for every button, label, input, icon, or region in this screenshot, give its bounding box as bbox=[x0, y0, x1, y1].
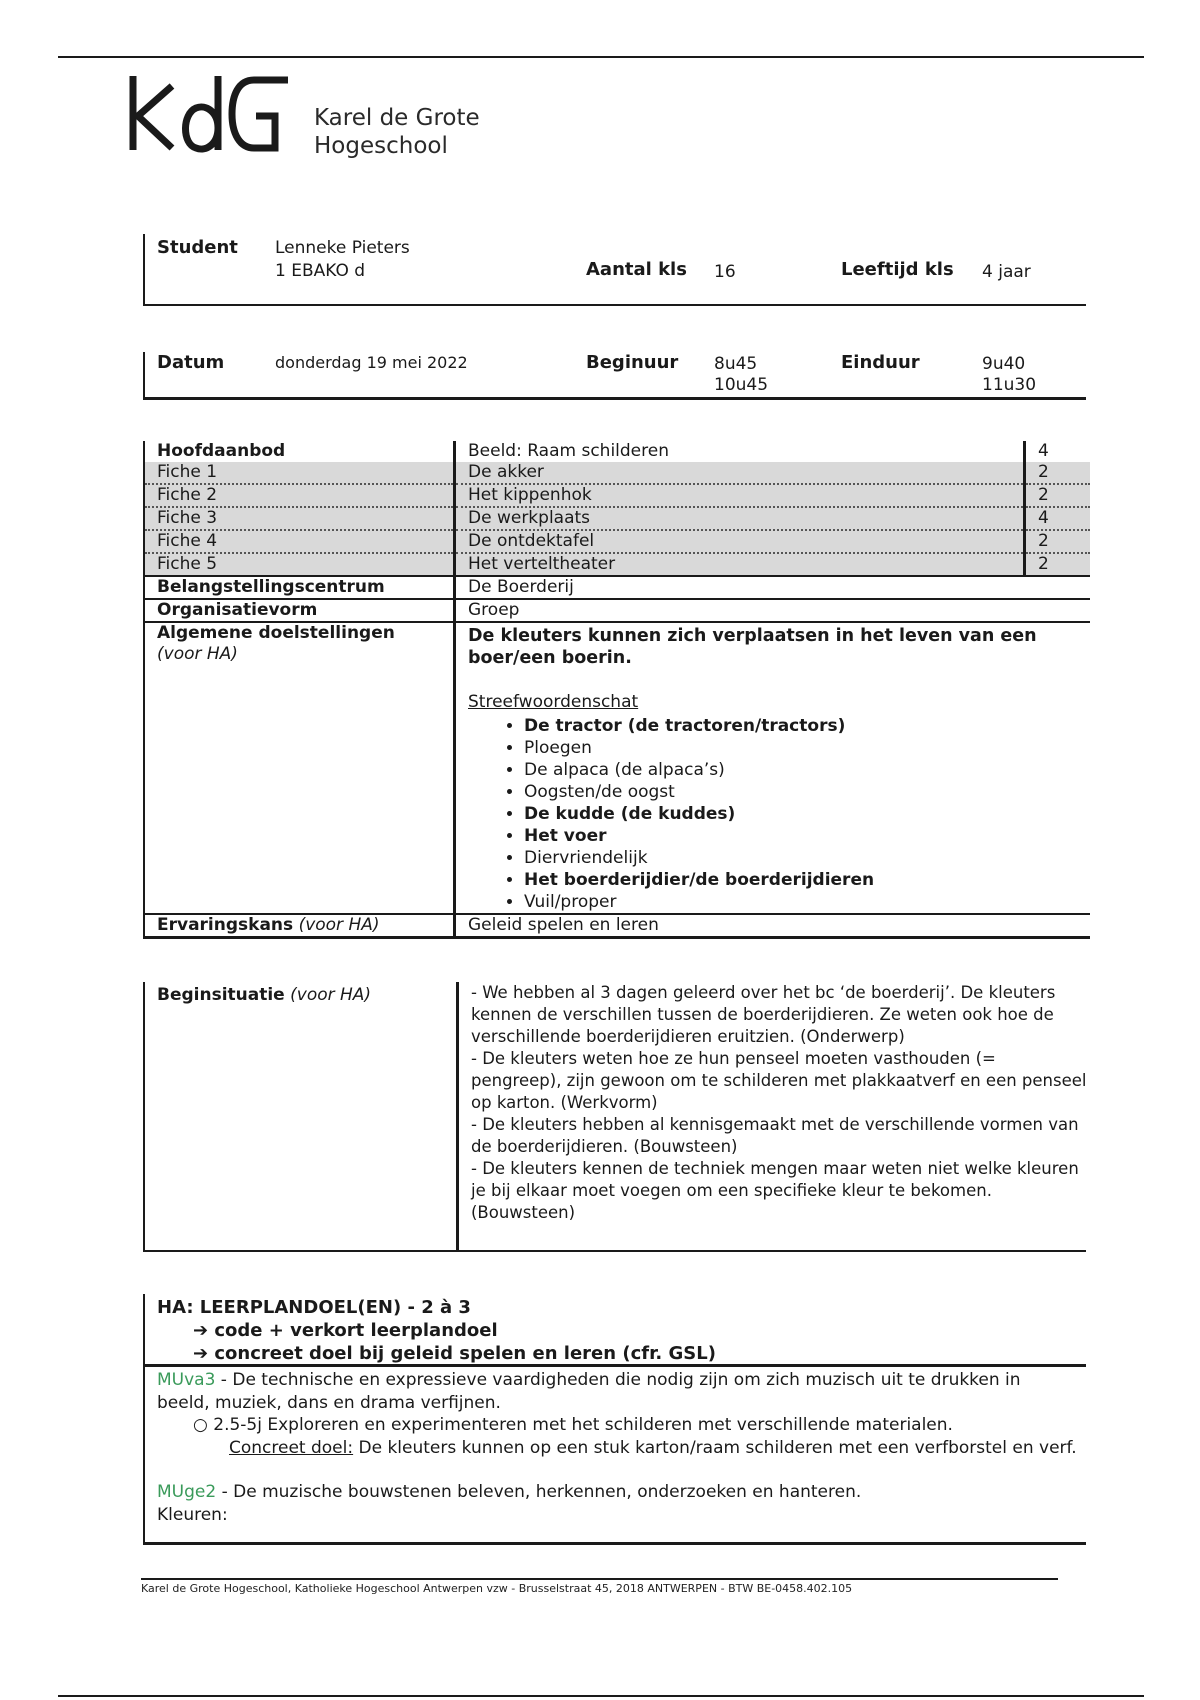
aanbod-table bbox=[143, 441, 1090, 939]
einduur-1: 9u40 bbox=[982, 354, 1026, 374]
beginuur-label: Beginuur bbox=[586, 352, 679, 373]
woord-item: • Het boerderijdier/de boerderijdieren bbox=[524, 869, 1090, 891]
doel-1 bbox=[157, 1369, 1077, 1414]
bc-row bbox=[144, 576, 1090, 599]
fiche-row bbox=[144, 553, 1090, 576]
fiche-label: Fiche 5 bbox=[144, 553, 455, 576]
woord-item: • De tractor (de tractoren/tractors) bbox=[524, 715, 1090, 737]
concreet-label: Concreet doel: bbox=[229, 1437, 354, 1458]
org-label: Organisatievorm bbox=[144, 599, 455, 622]
hoofdaanbod-row bbox=[144, 441, 1090, 462]
concreet-value: De kleuters kunnen op een stuk karton/raam schilderen met een verfborstel en verf. bbox=[353, 1437, 1077, 1458]
doel-label-cell bbox=[144, 622, 455, 914]
arrow-right-icon: ➔ bbox=[193, 1343, 209, 1364]
leerplandoel-title: HA: LEERPLANDOEL(EN) - 2 à 3 bbox=[157, 1297, 471, 1318]
datum-label: Datum bbox=[157, 352, 225, 373]
doel-1-text: - De technische en expressieve vaardigheden die nodig zijn om zich muzisch uit te drukken in beeld, muziek, dans en drama verfijnen. bbox=[157, 1370, 1021, 1413]
student-label: Student bbox=[157, 237, 238, 258]
fiche-value: De akker bbox=[455, 462, 1025, 484]
bc-label: Belangstellingscentrum bbox=[144, 576, 455, 599]
fiche-count: 4 bbox=[1025, 507, 1091, 530]
doel-2-code: MUge2 bbox=[157, 1482, 217, 1502]
org-row bbox=[144, 599, 1090, 622]
student-name: Lenneke Pieters bbox=[275, 238, 410, 258]
org-value: Groep bbox=[455, 599, 1091, 622]
fiche-row bbox=[144, 507, 1090, 530]
ervaring-row bbox=[144, 914, 1090, 938]
bottom-rule bbox=[58, 1695, 1144, 1697]
woordenschat-title: Streefwoordenschat bbox=[468, 692, 639, 712]
hoofdaanbod-label: Hoofdaanbod bbox=[144, 441, 455, 462]
doel-2-text: - De muzische bouwstenen beleven, herkennen, onderzoeken en hanteren. bbox=[216, 1482, 862, 1502]
fiche-count: 2 bbox=[1025, 530, 1091, 553]
fiche-count: 2 bbox=[1025, 484, 1091, 507]
fiche-row bbox=[144, 484, 1090, 507]
einduur-label: Einduur bbox=[841, 352, 920, 373]
leerplandoel-instruction-2 bbox=[157, 1342, 716, 1365]
instruction-text: code + verkort leerplandoel bbox=[214, 1320, 498, 1341]
student-section bbox=[143, 234, 1086, 306]
leerplandoel-divider bbox=[145, 1364, 1086, 1367]
fiche-label: Fiche 2 bbox=[144, 484, 455, 507]
leerplandoel-section bbox=[143, 1294, 1086, 1545]
leerplandoel-header bbox=[157, 1296, 716, 1365]
leeftijd-value: 4 jaar bbox=[982, 262, 1031, 282]
doel-value-cell bbox=[455, 622, 1091, 914]
ervaring-label-cell bbox=[144, 914, 455, 938]
arrow-right-icon: ➔ bbox=[193, 1320, 209, 1341]
fiche-value: De werkplaats bbox=[455, 507, 1025, 530]
logo-line-2: Hogeschool bbox=[314, 133, 448, 159]
fiche-count: 2 bbox=[1025, 553, 1091, 576]
beginsituatie-label-cell bbox=[157, 985, 447, 1005]
fiche-value: Het verteltheater bbox=[455, 553, 1025, 576]
doel-1-sub-text: 2.5-5j Exploreren en experimenteren met het schilderen met verschillende materialen. bbox=[213, 1415, 953, 1435]
fiche-value: De ontdektafel bbox=[455, 530, 1025, 553]
leerplandoel-body bbox=[157, 1369, 1077, 1526]
beginuur-2: 10u45 bbox=[714, 375, 769, 395]
circle-bullet-icon: ○ bbox=[193, 1415, 208, 1435]
kleuren-label: Kleuren: bbox=[157, 1504, 228, 1525]
fiche-label: Fiche 1 bbox=[144, 462, 455, 484]
fiche-label: Fiche 4 bbox=[144, 530, 455, 553]
woord-item: • Oogsten/de oogst bbox=[524, 781, 1090, 803]
ervaring-label: Ervaringskans bbox=[157, 915, 294, 935]
doel-sublabel: (voor HA) bbox=[157, 644, 238, 664]
date-section bbox=[143, 352, 1086, 400]
doel-value: De kleuters kunnen zich verplaatsen in het leven van een boer/een boerin. bbox=[468, 626, 1037, 668]
doel-1-sub bbox=[157, 1414, 1077, 1437]
kdg-logo bbox=[128, 72, 298, 159]
fiche-value: Het kippenhok bbox=[455, 484, 1025, 507]
ervaring-value: Geleid spelen en leren bbox=[455, 914, 1091, 938]
woord-item: • Ploegen bbox=[524, 737, 1090, 759]
doel-row bbox=[144, 622, 1090, 914]
ervaring-sublabel: (voor HA) bbox=[298, 915, 380, 935]
hoofdaanbod-value: Beeld: Raam schilderen bbox=[468, 441, 669, 461]
beginsituatie-label: Beginsituatie bbox=[157, 985, 285, 1005]
doel-label: Algemene doelstellingen bbox=[157, 623, 395, 643]
leeftijd-label: Leeftijd kls bbox=[841, 259, 954, 280]
woord-item: • De kudde (de kuddes) bbox=[524, 803, 1090, 825]
aantal-label: Aantal kls bbox=[586, 259, 687, 280]
leerplandoel-instruction-1 bbox=[157, 1319, 716, 1342]
bc-value: De Boerderij bbox=[455, 576, 1091, 599]
fiche-label: Fiche 3 bbox=[144, 507, 455, 530]
beginuur-1: 8u45 bbox=[714, 354, 758, 374]
woord-item: • Diervriendelijk bbox=[524, 847, 1090, 869]
woord-item: • Het voer bbox=[524, 825, 1090, 847]
top-rule bbox=[58, 56, 1144, 58]
einduur-2: 11u30 bbox=[982, 375, 1037, 395]
instruction-text: concreet doel bij geleid spelen en leren (cfr. GSL) bbox=[214, 1343, 716, 1364]
woord-item: • De alpaca (de alpaca’s) bbox=[524, 759, 1090, 781]
concreet-doel bbox=[157, 1437, 1077, 1460]
beginsituatie-sublabel: (voor HA) bbox=[290, 985, 372, 1005]
beginsituatie-text: - We hebben al 3 dagen geleerd over het bc ‘de boerderij’. De kleuters kennen de verschillen tussen de boerderijdieren. Ze weten ook hoe de verschillende boerderijdieren eruitzien. (Onderwerp) - De kleuters weten hoe ze hun penseel moeten vasthouden (= pengreep), zijn gewoon om te schilderen met plakkaatverf en een penseel op karton. (Werkvorm) - De kleuters hebben al kennisgemaakt met de verschillende vormen van de boerderijdieren. (Bouwsteen) - De kleuters kennen de techniek mengen maar weten niet welke kleuren je bij elkaar moet voegen om een specifieke kleur te bekomen. (Bouwsteen) bbox=[456, 982, 1089, 1250]
fiche-row bbox=[144, 462, 1090, 484]
aantal-value: 16 bbox=[714, 262, 736, 282]
fiche-row bbox=[144, 530, 1090, 553]
woordenschat-list bbox=[468, 715, 1090, 913]
logo-wordmark bbox=[314, 104, 480, 160]
woord-item: • Vuil/proper bbox=[524, 891, 1090, 913]
logo-line-1: Karel de Grote bbox=[314, 105, 480, 131]
footer-text: Karel de Grote Hogeschool, Katholieke Hogeschool Antwerpen vzw - Brusselstraat 45, 2018 ANTWERPEN - BTW BE-0458.402.105 bbox=[141, 1582, 853, 1595]
student-class: 1 EBAKO d bbox=[275, 261, 366, 281]
hoofdaanbod-count: 4 bbox=[1025, 441, 1091, 462]
fiche-count: 2 bbox=[1025, 462, 1091, 484]
doel-2 bbox=[157, 1481, 1077, 1504]
footer-rule bbox=[141, 1578, 1058, 1580]
beginsituatie-section bbox=[143, 982, 1086, 1252]
doel-1-code: MUva3 bbox=[157, 1370, 216, 1390]
datum-value: donderdag 19 mei 2022 bbox=[275, 353, 468, 372]
